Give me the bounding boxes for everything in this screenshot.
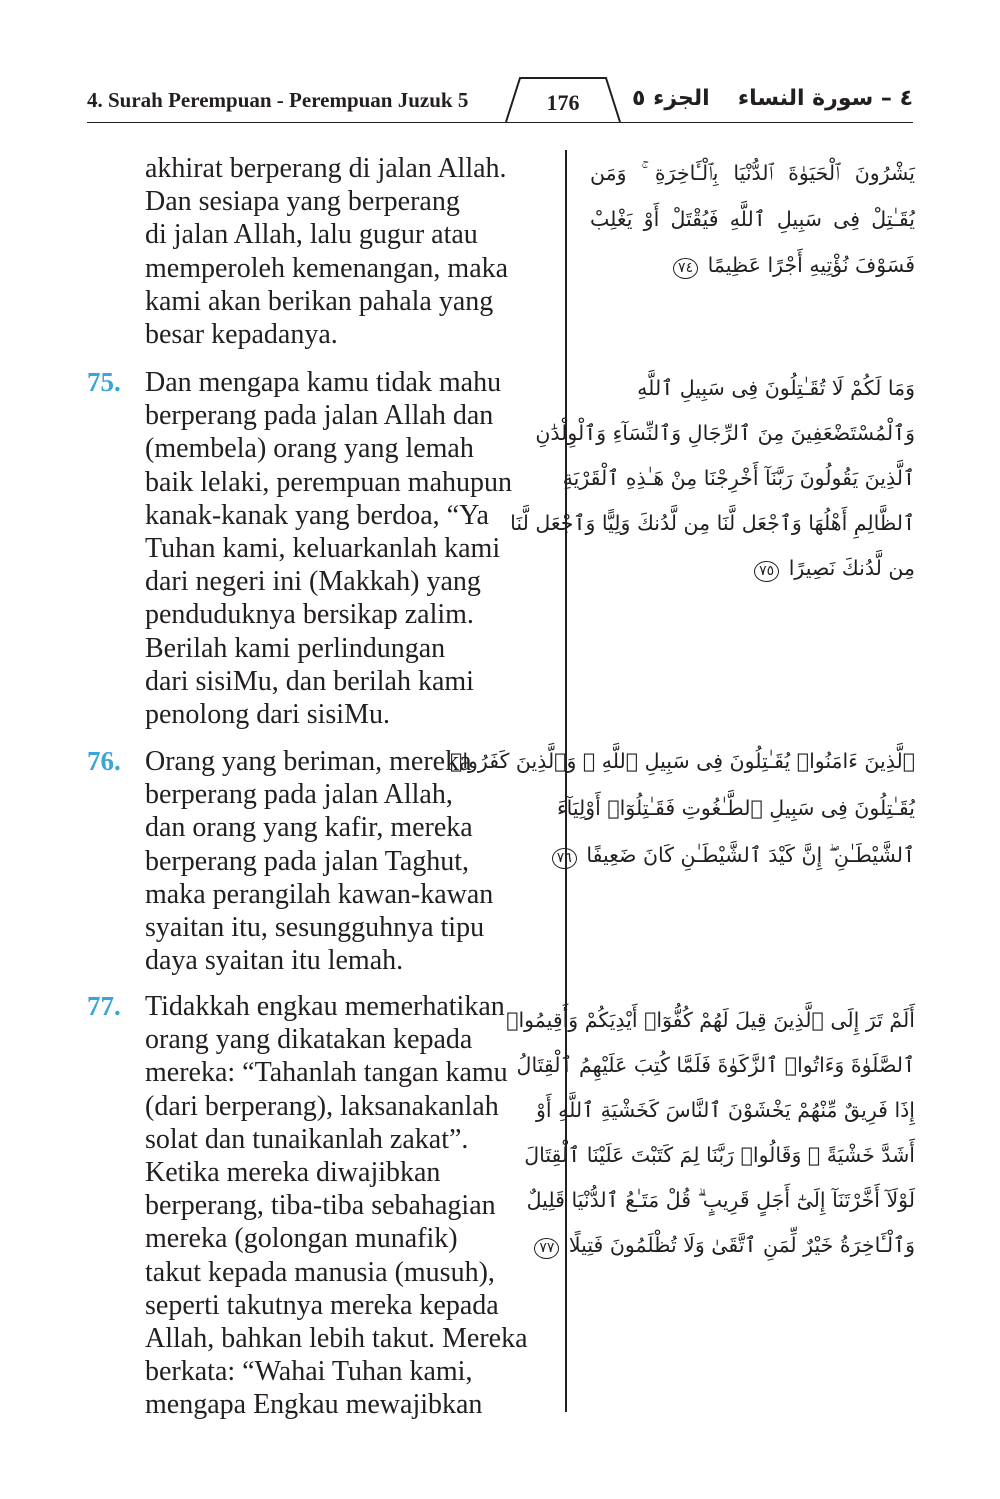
translation-line: Ketika mereka diwajibkan <box>145 1156 441 1188</box>
translation-line: kanak-kanak yang berdoa, “Ya <box>145 499 489 531</box>
translation-line: orang yang dikatakan kepada <box>145 1024 473 1056</box>
translation-line: Orang yang beriman, mereka <box>145 746 472 777</box>
arabic-line <box>539 1223 915 1268</box>
ayah-end-marker: ٧٧ <box>534 1238 559 1259</box>
translation-line: maka perangilah kawan-kawan <box>145 878 494 910</box>
verse-number-75: 75. <box>87 367 121 397</box>
arabic-line-text: وَٱلْـَٔاخِرَةُ خَيْرٌ لِّمَنِ ٱتَّقَىٰ وَلَا تُظْلَمُونَ فَتِيلًا <box>568 1233 915 1257</box>
arabic-line: أَلَمْ تَرَ إِلَى ٱلَّذِينَ قِيلَ لَهُمْ كُفُّوٓا۟ أَيْدِيَكُمْ وَأَقِيمُوا۟ <box>506 1008 915 1032</box>
translation-line: Tidakkah engkau memerhatikan <box>145 991 505 1022</box>
page-number: 176 <box>546 90 580 115</box>
translation-line: akhirat berperang di jalan Allah. <box>145 153 507 184</box>
arabic-line: يُقَـٰتِلْ فِى سَبِيلِ ٱللَّهِ فَيُقْتَلْ أَوْ يَغْلِبْ <box>590 207 915 231</box>
translation-continuation <box>145 152 565 351</box>
arabic-line <box>590 242 915 288</box>
translation-line: daya syaitan itu lemah. <box>145 945 404 977</box>
translation-verse-75 <box>145 366 565 731</box>
translation-line: Berilah kami perlindungan <box>145 632 446 664</box>
translation-line: syaitan itu, sesungguhnya tipu <box>145 911 485 943</box>
translation-line: dari sisiMu, dan berilah kami <box>145 665 474 697</box>
translation-line: kami akan berikan pahala yang <box>145 285 494 317</box>
translation-line: dari negeri ini (Makkah) yang <box>145 566 481 598</box>
running-header-title: 4. Surah Perempuan - Perempuan Juzuk 5 <box>87 88 469 112</box>
arabic-line: ٱلَّذِينَ ءَامَنُوا۟ يُقَـٰتِلُونَ فِى سَبِيلِ ٱللَّهِ ۖ وَٱلَّذِينَ كَفَرُوا۟ <box>450 749 915 773</box>
arabic-line: أَشَدَّ خَشْيَةً ۚ وَقَالُوا۟ رَبَّنَا لِمَ كَتَبْتَ عَلَيْنَا ٱلْقِتَالَ <box>524 1143 915 1167</box>
translation-line: (dari berperang), laksanakanlah <box>145 1090 499 1122</box>
arabic-line <box>590 546 915 591</box>
translation-line: seperti takutnya mereka kepada <box>145 1289 499 1321</box>
arabic-line: ٱلظَّالِمِ أَهْلُهَا وَٱجْعَل لَّنَا مِن لَّدُنكَ وَلِيًّا وَٱجْعَل لَّنَا <box>510 511 915 535</box>
verse-number-76: 76. <box>87 746 121 776</box>
arabic-verse-77 <box>506 998 915 1257</box>
translation-line: baik lelaki, perempuan mahupun <box>145 466 512 498</box>
arabic-line: ٱلَّذِينَ يَقُولُونَ رَبَّنَآ أَخْرِجْنَا مِنْ هَـٰذِهِ ٱلْقَرْيَةِ <box>562 466 915 490</box>
arabic-line <box>556 832 915 879</box>
translation-line: Dan mengapa kamu tidak mahu <box>145 367 502 398</box>
arabic-line: ٱلصَّلَوٰةَ وَءَاتُوا۟ ٱلزَّكَوٰةَ فَلَمَّا كُتِبَ عَلَيْهِمُ ٱلْقِتَالُ <box>516 1053 915 1077</box>
arabic-line: لَوْلَآ أَخَّرْتَنَآ إِلَىٰٓ أَجَلٍ قَرِيبٍ ۗ قُلْ مَتَـٰعُ ٱلدُّنْيَا قَلِيلٌ <box>526 1188 915 1212</box>
ayah-end-marker: ٧٤ <box>673 258 698 279</box>
surah-label-arabic: ٤ – سورة النساء <box>737 86 913 111</box>
header-rule <box>87 122 913 123</box>
translation-line: Allah, bahkan lebih takut. Mereka <box>145 1322 528 1354</box>
translation-line: (membela) orang yang lemah <box>145 433 474 465</box>
translation-line: besar kepadanya. <box>145 318 338 350</box>
arabic-verse-75 <box>510 366 915 580</box>
arabic-line: يُقَـٰتِلُونَ فِى سَبِيلِ ٱلطَّـٰغُوتِ فَقَـٰتِلُوٓا۟ أَوْلِيَآءَ <box>556 796 915 820</box>
translation-line: takut kepada manusia (musuh), <box>145 1256 495 1288</box>
translation-line: memperoleh kemenangan, maka <box>145 252 509 284</box>
translation-line: mengapa Engkau mewajibkan <box>145 1389 483 1421</box>
translation-line: Dan sesiapa yang berperang <box>145 186 460 218</box>
translation-line: berperang pada jalan Allah dan <box>145 400 494 432</box>
translation-line: di jalan Allah, lalu gugur atau <box>145 219 478 251</box>
translation-line: solat dan tunaikanlah zakat”. <box>145 1123 469 1155</box>
translation-line: mereka: “Tahanlah tangan kamu <box>145 1057 508 1089</box>
translation-line: berperang pada jalan Allah, <box>145 779 453 811</box>
juz-label-arabic: الجزء ٥ <box>632 86 710 111</box>
translation-line: penduduknya bersikap zalim. <box>145 599 474 631</box>
arabic-line: يَشْرُونَ ٱلْحَيَوٰةَ ٱلدُّنْيَا بِٱلْـَٔاخِرَةِ ۚ وَمَن <box>590 161 915 185</box>
arabic-line: وَٱلْمُسْتَضْعَفِينَ مِنَ ٱلرِّجَالِ وَٱلنِّسَآءِ وَٱلْوِلْدَٰنِ <box>535 421 915 445</box>
translation-line: mereka (golongan munafik) <box>145 1223 458 1255</box>
translation-line: berperang pada jalan Taghut, <box>145 845 470 877</box>
translation-line: dan orang yang kafir, mereka <box>145 812 473 844</box>
ayah-end-marker: ٧٥ <box>754 561 779 582</box>
translation-line: berperang, tiba-tiba sebahagian <box>145 1190 496 1222</box>
arabic-line-text: ٱلشَّيْطَـٰنِ ۖ إِنَّ كَيْدَ ٱلشَّيْطَـٰنِ كَانَ ضَعِيفًا <box>586 843 915 867</box>
translation-line: penolong dari sisiMu. <box>145 698 390 730</box>
arabic-line: إِذَا فَرِيقٌ مِّنْهُمْ يَخْشَوْنَ ٱلنَّاسَ كَخَشْيَةِ ٱللَّهِ أَوْ <box>536 1098 915 1122</box>
arabic-line: وَمَا لَكُمْ لَا تُقَـٰتِلُونَ فِى سَبِيلِ ٱللَّهِ <box>637 376 915 400</box>
arabic-verse-76 <box>450 738 915 867</box>
arabic-line-text: مِن لَّدُنكَ نَصِيرًا <box>788 556 915 580</box>
arabic-verse-74 <box>590 150 915 277</box>
translation-line: Tuhan kami, keluarkanlah kami <box>145 532 501 564</box>
ayah-end-marker: ٧٦ <box>552 848 577 869</box>
arabic-line-text: فَسَوْفَ نُؤْتِيهِ أَجْرًا عَظِيمًا <box>707 253 915 277</box>
translation-line: berkata: “Wahai Tuhan kami, <box>145 1356 473 1388</box>
translation-verse-77 <box>145 990 565 1421</box>
verse-number-77: 77. <box>87 991 121 1021</box>
